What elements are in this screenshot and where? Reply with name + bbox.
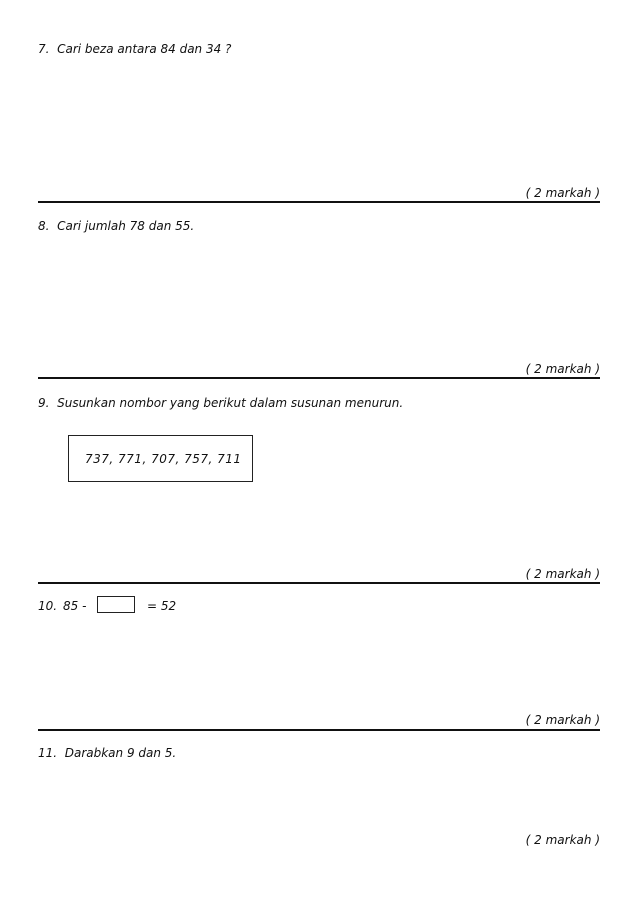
question-11-number: 11. [38, 746, 58, 760]
question-9-marks: ( 2 markah ) [525, 567, 600, 581]
answer-blank-box[interactable] [97, 596, 135, 613]
question-8-text: Cari jumlah 78 dan 55. [57, 219, 195, 233]
question-11 [38, 746, 176, 760]
question-11-marks: ( 2 markah ) [525, 833, 600, 847]
question-10-marks: ( 2 markah ) [525, 713, 600, 727]
question-10-left-expression: 85 - [63, 599, 87, 613]
question-9-number: 9. [38, 396, 50, 410]
question-7 [38, 42, 231, 56]
question-7-number: 7. [38, 42, 50, 56]
question-10-right-expression: = 52 [147, 599, 177, 613]
question-7-divider [38, 201, 600, 203]
question-9-text: Susunkan nombor yang berikut dalam susunan menurun. [57, 396, 404, 410]
question-8-divider [38, 377, 600, 379]
question-10-number: 10. [38, 599, 58, 613]
question-7-marks: ( 2 markah ) [525, 186, 600, 200]
question-9 [38, 396, 403, 410]
question-11-text: Darabkan 9 dan 5. [64, 746, 177, 760]
question-8-number: 8. [38, 219, 50, 233]
question-8-marks: ( 2 markah ) [525, 362, 600, 376]
question-8 [38, 219, 194, 233]
question-10-divider [38, 729, 600, 731]
number-list-text: 737, 771, 707, 757, 711 [85, 452, 242, 466]
number-list-box [68, 435, 253, 482]
question-7-text: Cari beza antara 84 dan 34 ? [57, 42, 232, 56]
question-9-divider [38, 582, 600, 584]
